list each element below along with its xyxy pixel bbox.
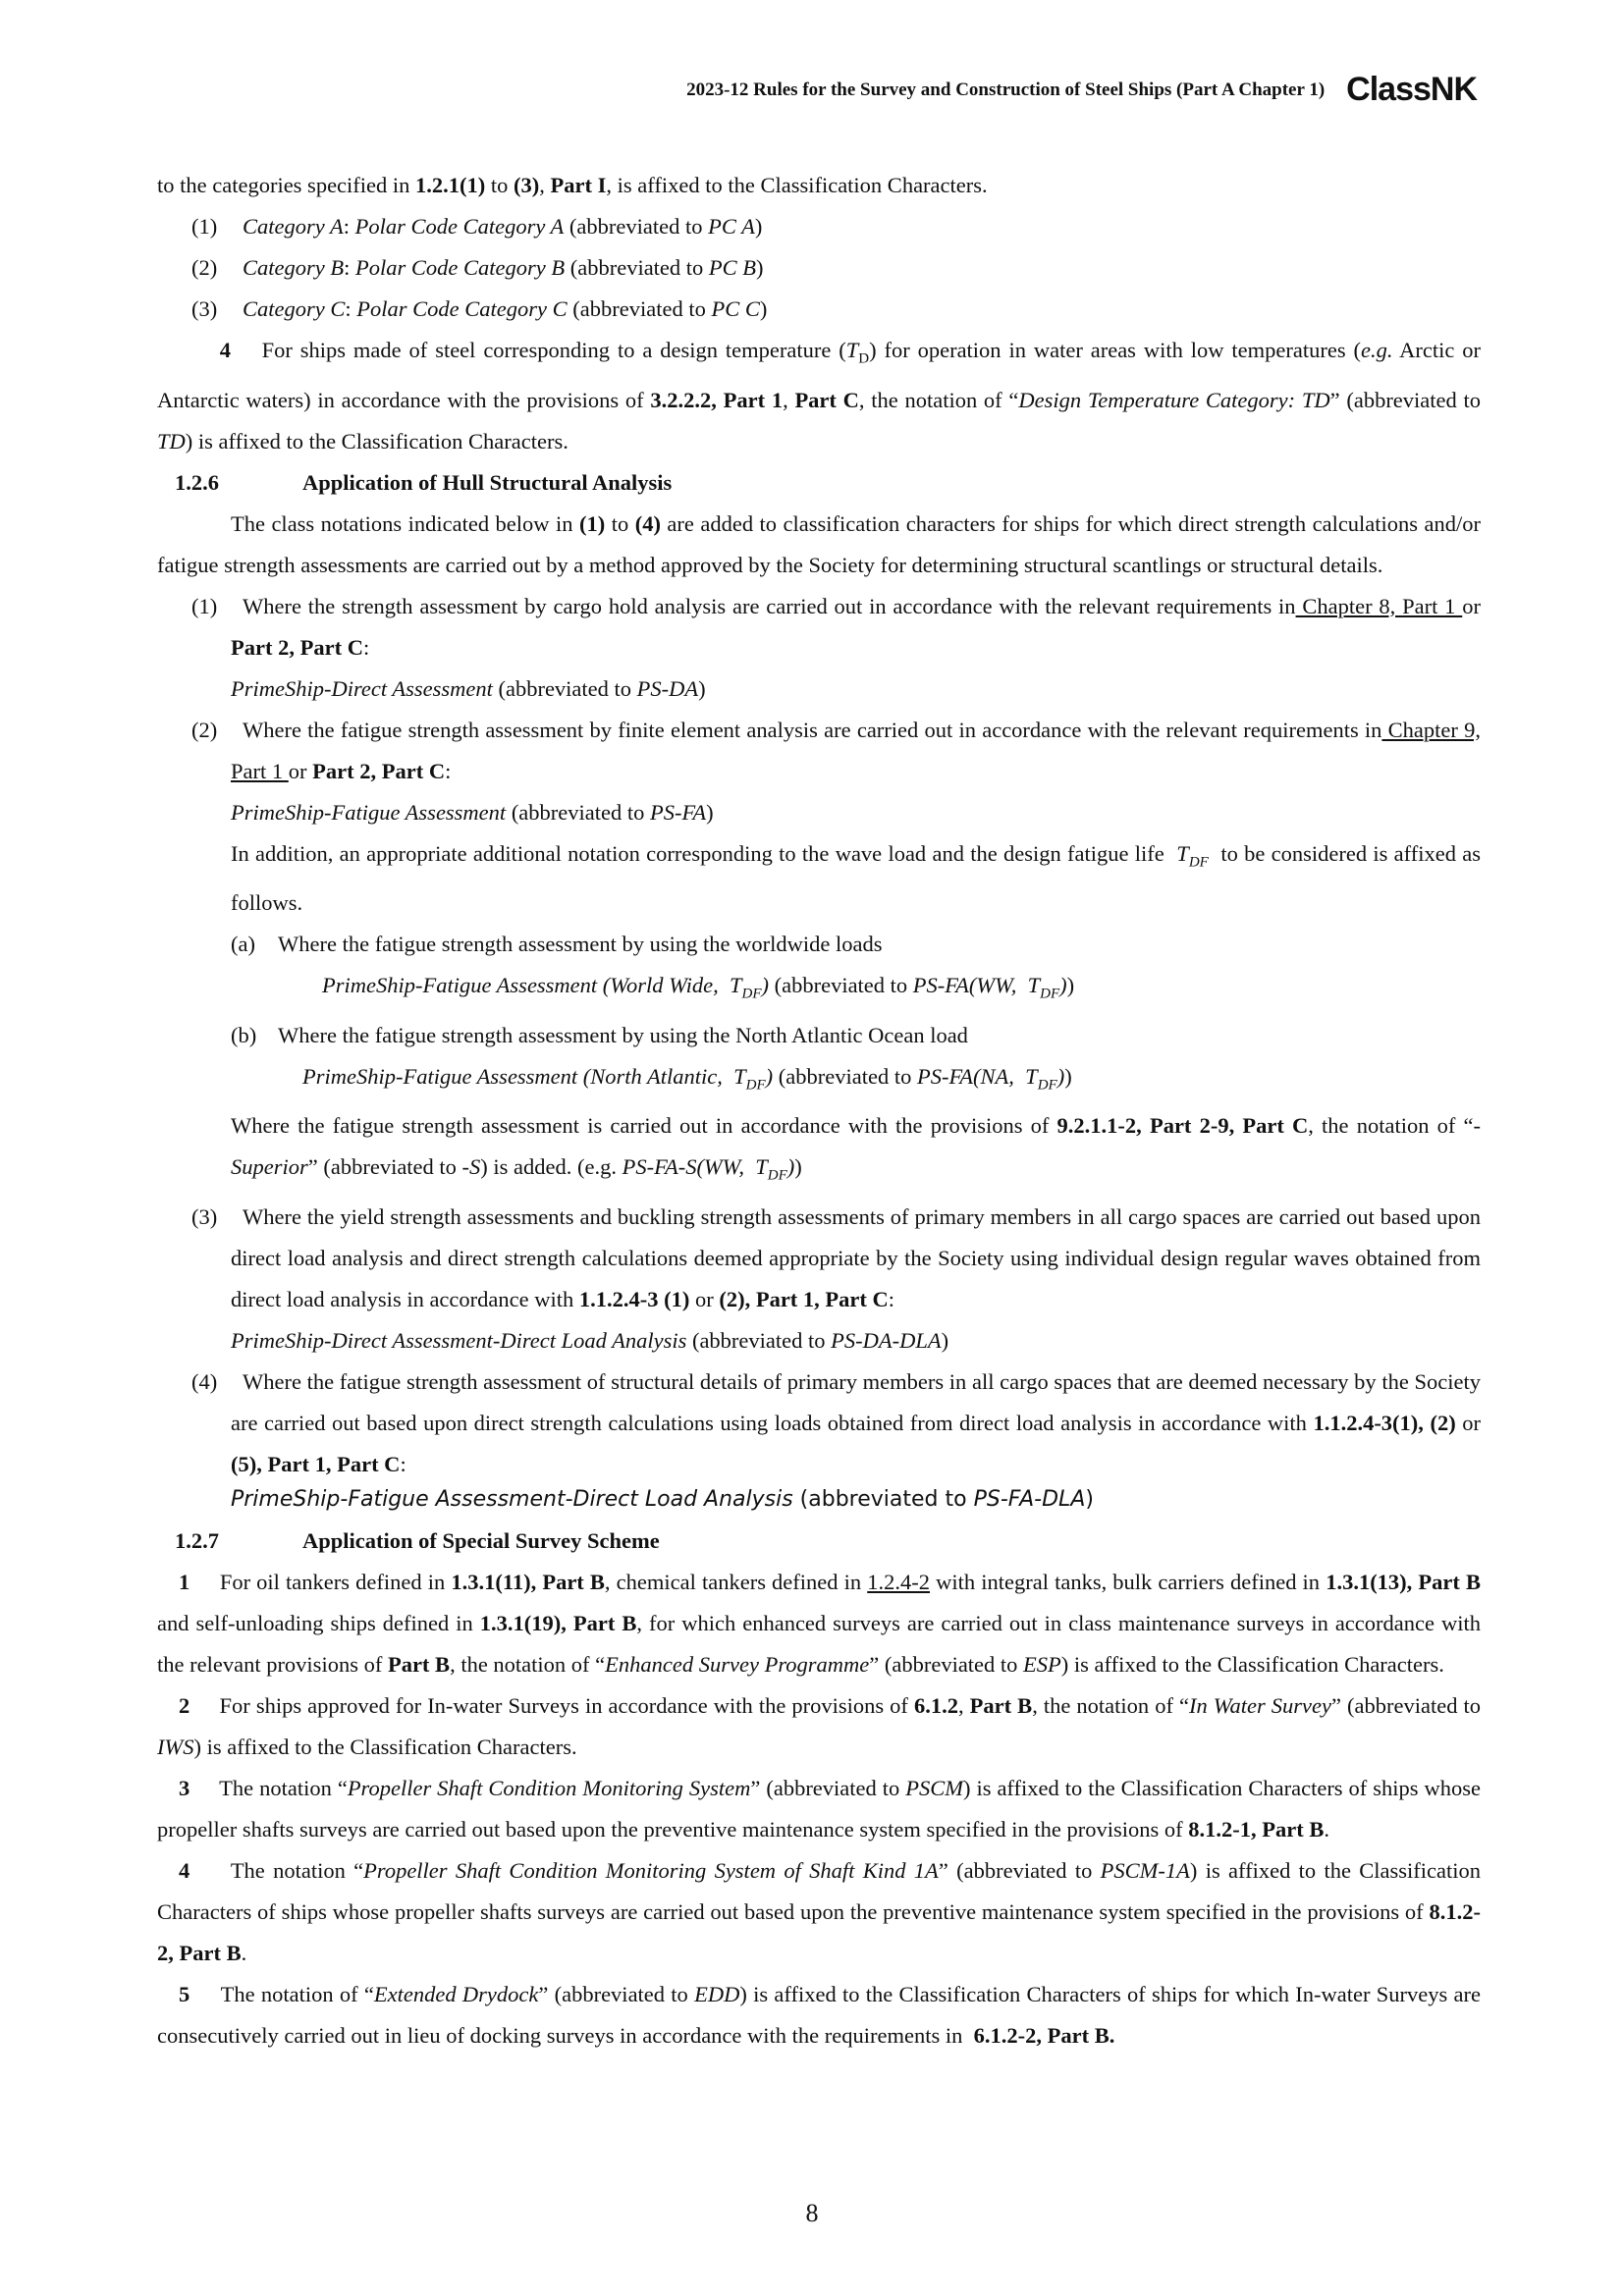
header-title: 2023-12 Rules for the Survey and Construction of Steel Ships (Part A Chapter 1) (686, 79, 1326, 100)
notation-line: PrimeShip-Fatigue Assessment (North Atlantic, $T_{DF}$) (abbreviated to PS-FA(NA, $T_{DF}$)) (302, 1063, 1072, 1093)
paragraph-continuation: to the categories specified in 1.2.1(1) to (3), Part I, is affixed to the Classification Characters. (157, 173, 988, 197)
document-body (157, 165, 1481, 2056)
paragraph-2: 2 For ships approved for In-water Surveys in accordance with the provisions of 6.1.2, Part B, the notation of “In Water Survey” (abbreviated to IWS) is affixed to the Classification Characters. (157, 1692, 1482, 1759)
notation-line: PrimeShip-Fatigue Assessment-Direct Load Analysis (abbreviated to PS-FA-DLA) (231, 1486, 1094, 1512)
section-heading-1-2-6: 1.2.6 Application of Hull Structural Analysis (175, 469, 673, 495)
paragraph-3: 3 The notation “Propeller Shaft Condition Monitoring System” (abbreviated to PSCM) is affixed to the Classification Characters of ships whose propeller shafts surveys are carried out based upon the preventive maintenance system specified in the provisions of 8.1.2-1, Part B. (157, 1775, 1481, 1842)
list-item: (2) Category B: Polar Code Category B (abbreviated to PC B) (191, 255, 764, 280)
notation-line: PrimeShip-Direct Assessment-Direct Load Analysis (abbreviated to PS-DA-DLA) (231, 1327, 949, 1353)
list-item: (4) Where the fatigue strength assessment of structural details of primary members in all cargo spaces that are deemed necessary by the Society are carried out based upon direct strength calculations using loads obtained from direct load analysis in accordance with 1.1.2.4-3(1), (2) or (5), Part 1, Part C: (191, 1368, 1481, 1476)
paragraph-4b: 4 The notation “Propeller Shaft Condition Monitoring System of Shaft Kind 1A” (abbreviated to PSCM-1A) is affixed to the Classification Characters of ships whose propeller shafts surveys are carried out based upon the preventive maintenance system specified in the provisions of 8.1.2-2, Part B. (157, 1857, 1481, 1965)
link-chapter-9[interactable]: Chapter 9, Part 1 (231, 717, 1481, 783)
paragraph-intro: The class notations indicated below in (1) to (4) are added to classification characters for ships for which direct strength calculations and/or fatigue strength assessments are carried out by a method approved by the Society for determining structural scantlings or structural details. (157, 510, 1482, 577)
paragraph-1: 1 For oil tankers defined in 1.3.1(11), Part B, chemical tankers defined in 1.2.4-2 with integral tanks, bulk carriers defined in 1.3.1(13), Part B and self-unloading ships defined in 1.3.1(19), Part B, for which enhanced surveys are carried out in class maintenance surveys in accordance with the relevant provisions of Part B, the notation of “Enhanced Survey Programme” (abbreviated to ESP) is affixed to the Classification Characters. (157, 1569, 1482, 1677)
sub-list-item: (b) Where the fatigue strength assessment by using the North Atlantic Ocean load (231, 1022, 968, 1047)
page-header (686, 71, 1477, 109)
paragraph-5: 5 The notation of “Extended Drydock” (abbreviated to EDD) is affixed to the Classification Characters of ships for which In-water Surveys are consecutively carried out in lieu of docking surveys in accordance with the requirements in 6.1.2-2, Part B. (157, 1981, 1482, 2048)
page-number: 8 (805, 2199, 819, 2227)
section-heading-1-2-7: 1.2.7 Application of Special Survey Scheme (175, 1527, 660, 1553)
list-item: (1) Category A: Polar Code Category A (abbreviated to PC A) (191, 214, 763, 239)
list-item: (3) Category C: Polar Code Category C (abbreviated to PC C) (191, 296, 768, 321)
link-1-2-4-2[interactable]: 1.2.4-2 (867, 1569, 931, 1594)
paragraph-superior: Where the fatigue strength assessment is carried out in accordance with the provisions of 9.2.1.1-2, Part 2-9, Part C, the notation of “-Superior” (abbreviated to -S) is added. (e.g. PS-FA-S(WW, $T_{DF}$)) (231, 1113, 1481, 1184)
notation-line: PrimeShip-Fatigue Assessment (abbreviated to PS-FA) (231, 799, 714, 825)
list-item: (1) Where the strength assessment by cargo hold analysis are carried out in accordance with the relevant requirements in Chapter 8, Part 1 or Part 2, Part C: (191, 593, 1481, 660)
sub-list-item: (a) Where the fatigue strength assessment by using the worldwide loads (231, 932, 883, 956)
list-item: (3) Where the yield strength assessments and buckling strength assessments of primary members in all cargo spaces are carried out based upon direct load analysis and direct strength calculations deemed appropriate by the Society using individual design regular waves obtained from direct load analysis in accordance with 1.1.2.4-3 (1) or (2), Part 1, Part C: (191, 1203, 1481, 1311)
paragraph-4: 4 For ships made of steel corresponding to a design temperature $(T_D)$ for operation in water areas with low temperatures (e.g. Arctic or Antarctic waters) in accordance with the provisions of 3.2.2.2, Part 1, Part C, the notation of “Design Temperature Category: TD” (abbreviated to TD) is affixed to the Classification Characters. (157, 338, 1482, 454)
list-item: (2) Where the fatigue strength assessment by finite element analysis are carried out in accordance with the relevant requirements in Chapter 9, Part 1 or Part 2, Part C: (191, 717, 1481, 783)
paragraph-addition: In addition, an appropriate additional notation corresponding to the wave load and the design fatigue life $T_{DF}$ to be considered is affixed as follows. (231, 840, 1481, 915)
notation-line: PrimeShip-Direct Assessment (abbreviated to PS-DA) (231, 675, 706, 701)
classnk-logo: ClassNK (1346, 71, 1477, 108)
link-chapter-8[interactable]: Chapter 8, Part 1 (1295, 593, 1463, 618)
notation-line: PrimeShip-Fatigue Assessment (World Wide, $T_{DF}$) (abbreviated to PS-FA(WW, $T_{DF}$)) (322, 973, 1075, 1002)
